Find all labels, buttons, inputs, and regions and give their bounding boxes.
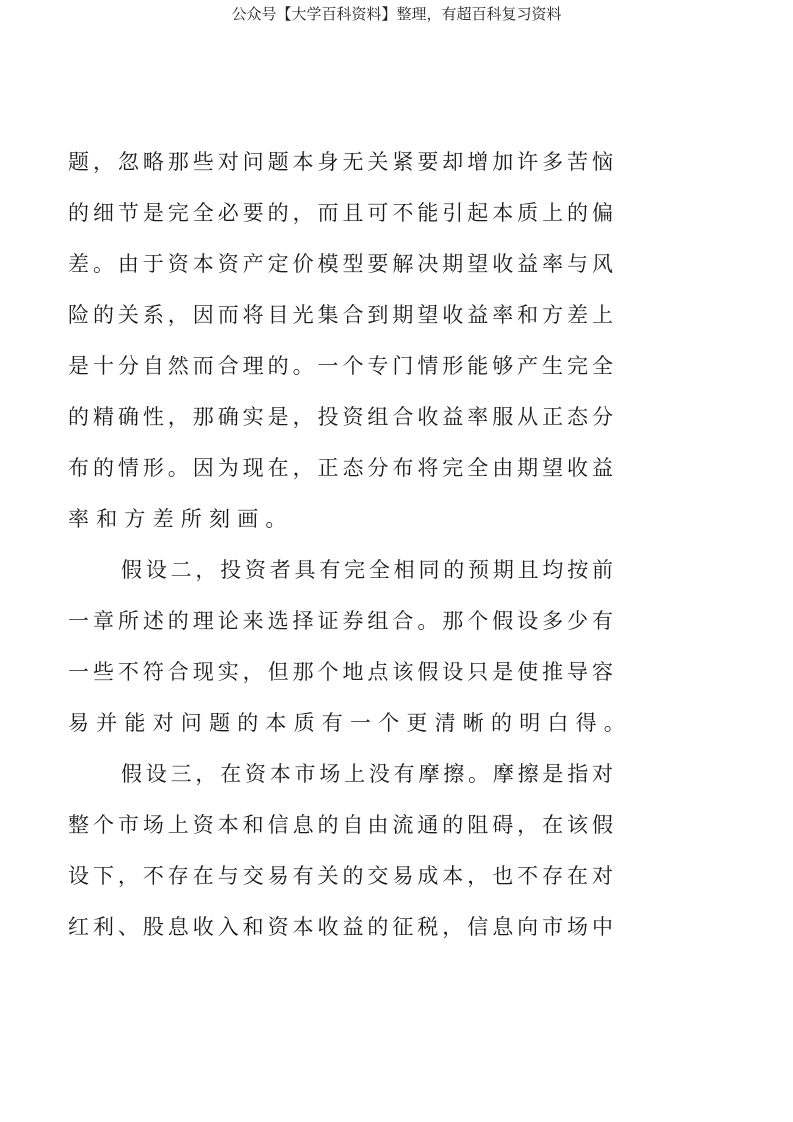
text-line: 的精确性，那确实是，投资组合收益率服从正态分 — [68, 405, 613, 429]
text-line: 题，忽略那些对问题本身无关紧要却增加许多苦恼 — [68, 150, 613, 174]
text-line: 布的情形。因为现在，正态分布将完全由期望收益 — [68, 456, 613, 480]
text-line: 的细节是完全必要的，而且可不能引起本质上的偏 — [68, 201, 613, 225]
text-line: 一些不符合现实，但那个地点该假设只是使推导容 — [68, 660, 613, 684]
text-line: 一章所述的理论来选择证券组合。那个假设多少有 — [68, 609, 613, 633]
text-line: 整个市场上资本和信息的自由流通的阻碍，在该假 — [68, 813, 613, 837]
paragraph-start-line: 假设二，投资者具有完全相同的预期且均按前 — [121, 558, 613, 582]
paragraph-start-line: 假设三，在资本市场上没有摩擦。摩擦是指对 — [121, 762, 613, 786]
page-header: 公众号【大学百科资料】整理，有超百科复习资料 — [231, 5, 562, 23]
text-line: 易并能对问题的本质有一个更清晰的明白得。 — [68, 711, 632, 735]
text-line: 差。由于资本资产定价模型要解决期望收益率与风 — [68, 252, 613, 276]
text-line: 是十分自然而合理的。一个专门情形能够产生完全 — [68, 354, 613, 378]
text-line: 险的关系，因而将目光集合到期望收益率和方差上 — [68, 303, 613, 327]
text-line: 率和方差所刻画。 — [68, 507, 294, 531]
text-line: 设下，不存在与交易有关的交易成本，也不存在对 — [68, 864, 613, 888]
body-text — [68, 137, 632, 953]
text-line: 红利、股息收入和资本收益的征税，信息向市场中 — [68, 915, 613, 939]
